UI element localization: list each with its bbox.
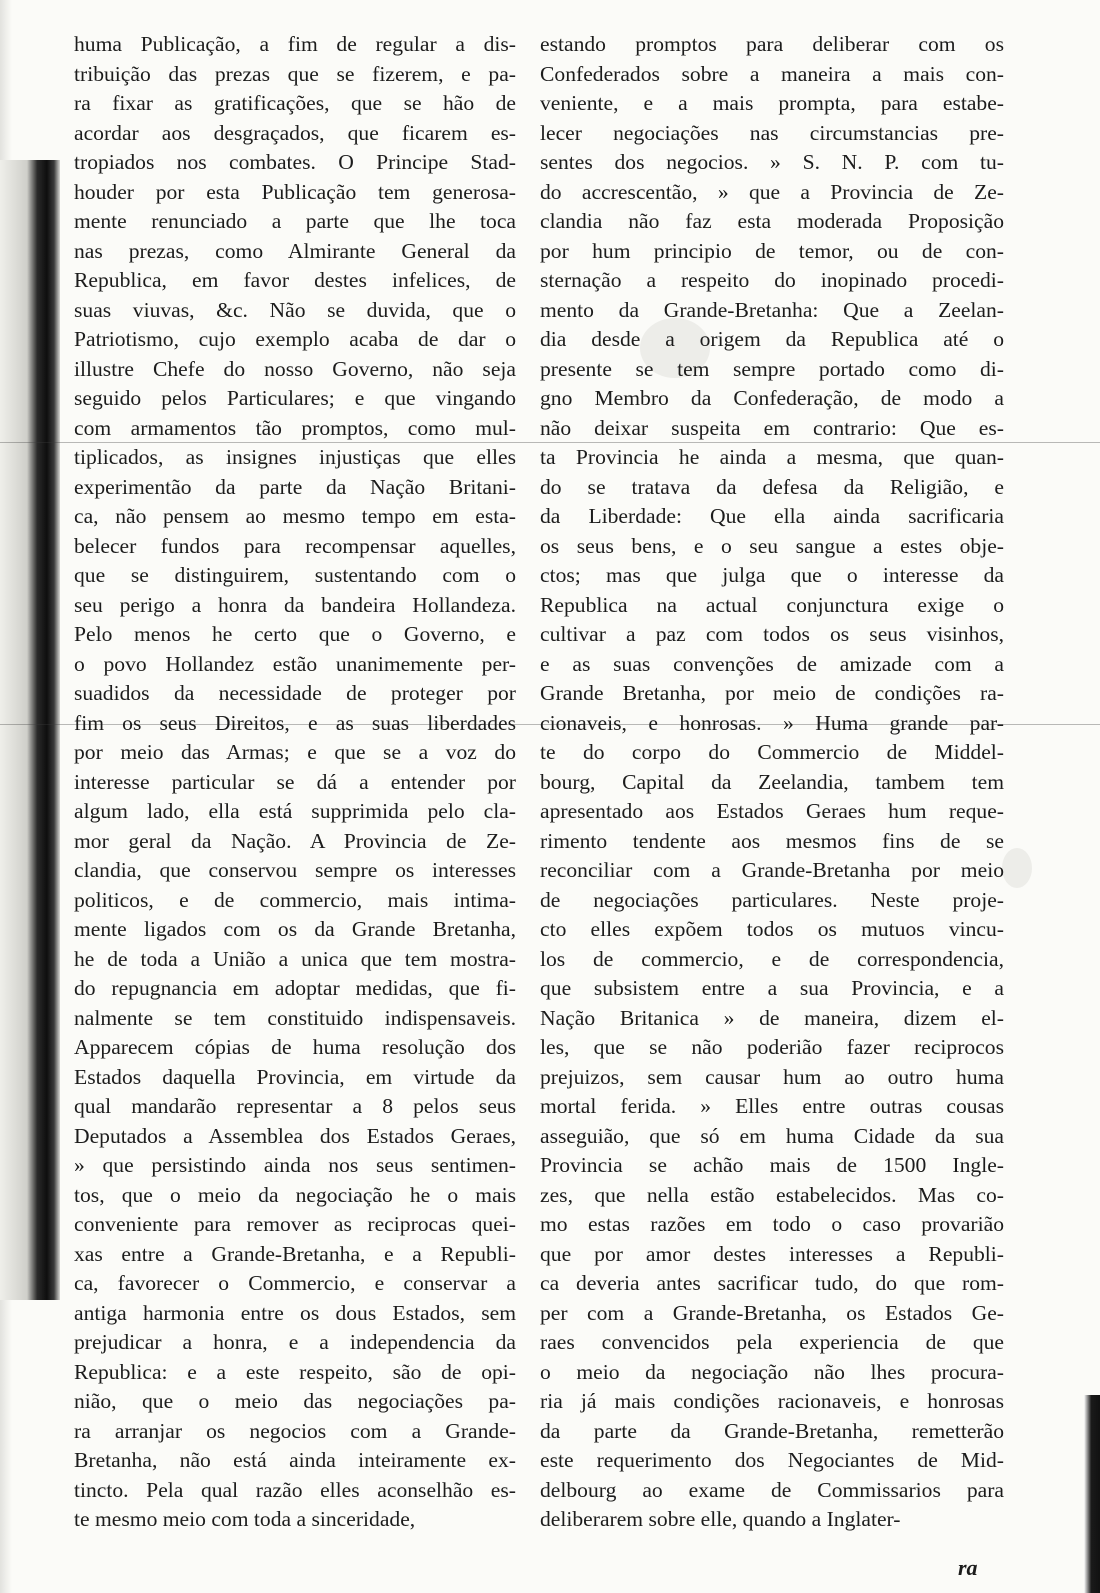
text-line: experimentão da parte da Nação Britani- (74, 474, 516, 499)
text-line: ra fixar as gratificações, que se hão de (74, 91, 516, 115)
text-line: les, que se não poderião fazer reciprocos (540, 1035, 1004, 1059)
text-line: huma Publicação, a fim de regular a dis- (74, 32, 516, 56)
text-line: Provincia se achão mais de 1500 Ingle- (540, 1153, 1004, 1177)
text-line: suadidos da necessidade de proteger por (74, 681, 516, 705)
text-line: mortal ferida. » Elles entre outras cousas (540, 1094, 1004, 1118)
text-line: tos, que o meio da negociação he o mais (74, 1182, 516, 1207)
text-line: asseguião, que só em huma Cidade da sua (540, 1123, 1004, 1148)
text-line: illustre Chefe do nosso Governo, não seja (74, 356, 516, 381)
text-line: tropiados nos combates. O Principe Stad- (74, 150, 516, 174)
text-line: clandia não faz esta moderada Proposição (540, 209, 1004, 233)
text-line: Confederados sobre a maneira a mais con- (540, 61, 1004, 86)
text-line: os seus bens, e o seu sangue a estes obje- (540, 533, 1004, 558)
text-line: tiplicados, as insignes injustiças que elles (74, 445, 516, 469)
text-line: per com a Grande-Bretanha, os Estados Ge- (540, 1300, 1004, 1325)
text-line: » que persistindo ainda nos seus sentimen- (74, 1153, 516, 1177)
text-line: tribuição das prezas que se fizerem, e pa- (74, 61, 516, 86)
ink-stain (1002, 848, 1032, 888)
text-line: belecer fundos para recompensar aquelles, (74, 533, 516, 558)
text-line: ria já mais condições racionaveis, e honrosas (540, 1389, 1004, 1413)
text-line: estando promptos para deliberar com os (540, 32, 1004, 56)
text-line: este requerimento dos Negociantes de Mid- (540, 1448, 1004, 1472)
text-line: Bretanha, não está ainda inteiramente ex- (74, 1448, 516, 1472)
text-line: prejudicar a honra, e a independencia da (74, 1330, 516, 1354)
text-line: ta Provincia he ainda a mesma, que quan- (540, 445, 1004, 469)
binding-shadow-left (0, 160, 60, 1300)
text-line: e as suas convenções de amizade com a (540, 651, 1004, 676)
text-line: nas prezas, como Almirante General da (74, 238, 516, 263)
text-line: Grande Bretanha, por meio de condições ra- (540, 681, 1004, 705)
catchword: ra (958, 1555, 978, 1580)
text-line: sternação a respeito do inopinado procedi- (540, 268, 1004, 292)
text-line: tincto. Pela qual razão elles aconselhão es- (74, 1477, 516, 1502)
text-line: que subsistem entre a sua Provincia, e a (540, 976, 1004, 1000)
text-line: que se distinguirem, sustentando com o (74, 563, 516, 587)
text-line: Pelo menos he certo que o Governo, e (74, 622, 516, 646)
text-line: te do corpo do Commercio de Middel- (540, 740, 1004, 764)
text-line: não deixar suspeita em contrario: Que es- (540, 415, 1004, 440)
text-line: veniente, e a mais prompta, para estabe- (540, 91, 1004, 115)
text-line: cto elles expõem todos os mutuos vincu- (540, 917, 1004, 941)
left-column (74, 30, 516, 1535)
text-line: zes, que nella estão estabelecidos. Mas co- (540, 1182, 1004, 1207)
binding-shadow-right (1084, 1395, 1100, 1593)
text-line: raes convencidos pela experiencia de que (540, 1330, 1004, 1354)
text-line: algum lado, ella está supprimida pelo cla- (74, 799, 516, 823)
text-line: por hum principio de temor, ou de con- (540, 238, 1004, 263)
text-line: mo estas razões em todo o caso provarião (540, 1212, 1004, 1236)
text-line: suas viuvas, &c. Não se duvida, que o (74, 297, 516, 322)
text-line: de negociações particulares. Neste proje- (540, 887, 1004, 912)
text-line: do accrescentão, » que a Provincia de Ze- (540, 179, 1004, 204)
text-line: rimento tendente aos mesmos fins de se (540, 828, 1004, 853)
text-line: delbourg ao exame de Commissarios para (540, 1477, 1004, 1502)
text-line: interesse particular se dá a entender por (74, 769, 516, 794)
text-line: bourg, Capital da Zeelandia, tambem tem (540, 769, 1004, 794)
text-line: mente ligados com os da Grande Bretanha, (74, 917, 516, 941)
text-line: do se tratava da defesa da Religião, e (540, 474, 1004, 499)
text-line: prejuizos, sem causar hum ao outro huma (540, 1064, 1004, 1089)
text-line: sentes dos negocios. » S. N. P. com tu- (540, 150, 1004, 174)
text-line: qual mandarão representar a 8 pelos seus (74, 1094, 516, 1118)
text-line: Deputados a Assemblea dos Estados Geraes, (74, 1123, 516, 1148)
text-line: o meio da negociação não lhes procura- (540, 1359, 1004, 1384)
text-line: xas entre a Grande-Bretanha, e a Republi- (74, 1241, 516, 1266)
text-line: da Liberdade: Que ella ainda sacrificaria (540, 504, 1004, 528)
text-line: seguido pelos Particulares; e que vingando (74, 386, 516, 410)
text-line: do repugnancia em adoptar medidas, que fi- (74, 976, 516, 1000)
text-line: da parte da Grande-Bretanha, remetterão (540, 1418, 1004, 1443)
text-line: los de commercio, e de correspondencia, (540, 946, 1004, 971)
text-line: nião, que o meio das negociações pa- (74, 1389, 516, 1413)
text-line: Republica, em favor destes infelices, de (74, 268, 516, 292)
text-line: te mesmo meio com toda a sinceridade, (74, 1507, 416, 1531)
text-line: cionaveis, e honrosas. » Huma grande par- (540, 710, 1004, 735)
text-line: politicos, e de commercio, mais intima- (74, 887, 516, 912)
text-line: cultivar a paz com todos os seus visinhos, (540, 622, 1004, 646)
text-line: mente renunciado a parte que lhe toca (74, 209, 516, 233)
text-line: deliberarem sobre elle, quando a Inglater- (540, 1507, 901, 1531)
text-line: mento da Grande-Bretanha: Que a Zeelan- (540, 297, 1004, 322)
text-line: seu perigo a honra da bandeira Hollandeza. (74, 592, 516, 617)
text-line: antiga harmonia entre os dous Estados, sem (74, 1300, 516, 1325)
text-line: o povo Hollandez estão unanimemente per- (74, 651, 516, 676)
text-line: conveniente para remover as reciprocas quei- (74, 1212, 516, 1236)
text-line: nalmente se tem constituido indispensaveis. (74, 1005, 516, 1030)
text-line: ca, não pensem ao mesmo tempo em esta- (74, 504, 516, 528)
right-column (540, 30, 1004, 1535)
text-line: Republica: e a este respeito, são de opi- (74, 1359, 516, 1384)
text-line: Estados daquella Provincia, em virtude da (74, 1064, 516, 1089)
text-line: fim os seus Direitos, e as suas liberdades (74, 710, 516, 735)
text-line: clandia, que conservou sempre os interesses (74, 858, 516, 882)
text-line: por meio das Armas; e que se a voz do (74, 740, 516, 764)
text-line: Republica na actual conjunctura exige o (540, 592, 1004, 617)
text-line: he de toda a União a unica que tem mostra- (74, 946, 516, 971)
text-line: Apparecem cópias de huma resolução dos (74, 1035, 516, 1059)
text-line: lecer negociações nas circumstancias pre- (540, 120, 1004, 145)
text-line: mor geral da Nação. A Provincia de Ze- (74, 828, 516, 853)
text-line: Nação Britanica » de maneira, dizem el- (540, 1005, 1004, 1030)
text-line: ra arranjar os negocios com a Grande- (74, 1418, 516, 1443)
text-line: presente se tem sempre portado como di- (540, 356, 1004, 381)
text-line: ca deveria antes sacrificar tudo, do que rom- (540, 1271, 1004, 1295)
text-line: houder por esta Publicação tem generosa- (74, 179, 516, 204)
text-line: dia desde a origem da Republica até o (540, 327, 1004, 351)
text-line: Patriotismo, cujo exemplo acaba de dar o (74, 327, 516, 351)
text-line: que por amor destes interesses a Republi- (540, 1241, 1004, 1266)
text-line: com armamentos tão promptos, como mul- (74, 415, 516, 440)
text-line: acordar aos desgraçados, que ficarem es- (74, 120, 516, 145)
text-line: gno Membro da Confederação, de modo a (540, 386, 1004, 410)
text-line: apresentado aos Estados Geraes hum reque- (540, 799, 1004, 823)
text-line: reconciliar com a Grande-Bretanha por meio (540, 858, 1004, 882)
text-line: ca, favorecer o Commercio, e conservar a (74, 1271, 516, 1295)
text-line: ctos; mas que julga que o interesse da (540, 563, 1004, 587)
